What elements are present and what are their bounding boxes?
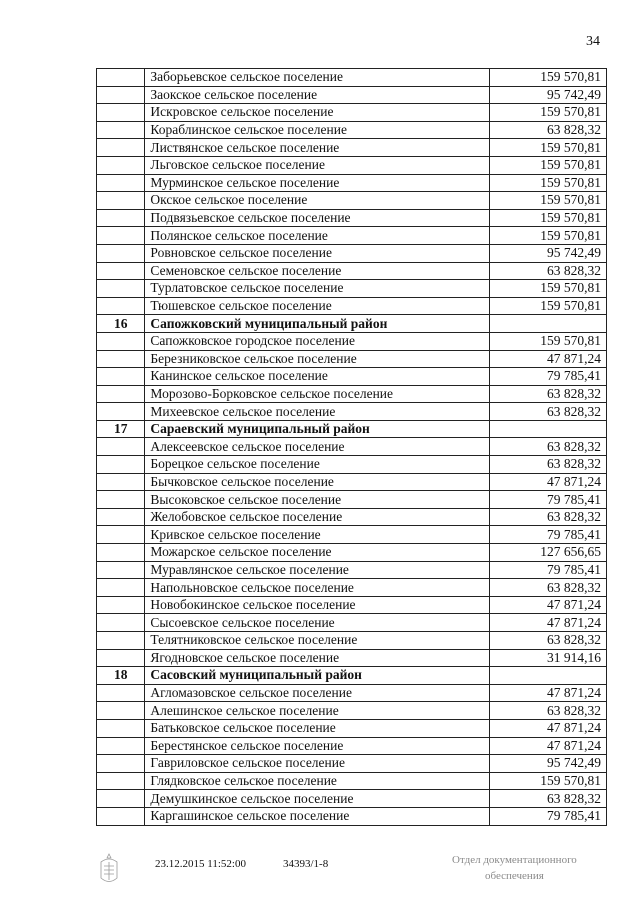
settlement-name: Турлатовское сельское поселение <box>145 280 489 298</box>
allocation-table <box>96 68 607 826</box>
table-row <box>97 69 607 87</box>
allocation-amount <box>489 420 606 438</box>
row-number <box>97 174 145 192</box>
stamp-line-1: Отдел документационного <box>452 854 577 866</box>
allocation-amount: 47 871,24 <box>489 684 606 702</box>
table-row <box>97 790 607 808</box>
row-number <box>97 719 145 737</box>
row-number <box>97 332 145 350</box>
table-row <box>97 579 607 597</box>
settlement-name: Тюшевское сельское поселение <box>145 297 489 315</box>
table-row <box>97 702 607 720</box>
allocation-amount: 159 570,81 <box>489 174 606 192</box>
row-number <box>97 121 145 139</box>
allocation-amount: 79 785,41 <box>489 807 606 825</box>
settlement-name: Борецкое сельское поселение <box>145 456 489 474</box>
table-row <box>97 526 607 544</box>
row-number <box>97 526 145 544</box>
allocation-amount: 47 871,24 <box>489 614 606 632</box>
row-number <box>97 596 145 614</box>
row-number <box>97 632 145 650</box>
row-number: 17 <box>97 420 145 438</box>
settlement-name: Мурминское сельское поселение <box>145 174 489 192</box>
allocation-amount <box>489 667 606 685</box>
allocation-amount: 95 742,49 <box>489 86 606 104</box>
row-number <box>97 280 145 298</box>
table-row <box>97 350 607 368</box>
row-number <box>97 561 145 579</box>
row-number <box>97 807 145 825</box>
allocation-amount: 159 570,81 <box>489 139 606 157</box>
allocation-amount: 79 785,41 <box>489 491 606 509</box>
row-number <box>97 350 145 368</box>
table-row <box>97 262 607 280</box>
row-number: 18 <box>97 667 145 685</box>
table-row <box>97 139 607 157</box>
row-number <box>97 508 145 526</box>
table-body <box>97 69 607 826</box>
district-header-row <box>97 420 607 438</box>
table-row <box>97 755 607 773</box>
allocation-amount: 159 570,81 <box>489 297 606 315</box>
row-number <box>97 790 145 808</box>
table-row <box>97 508 607 526</box>
table-row <box>97 614 607 632</box>
allocation-amount: 159 570,81 <box>489 332 606 350</box>
row-number <box>97 737 145 755</box>
settlement-name: Подвязьевское сельское поселение <box>145 209 489 227</box>
settlement-name: Искровское сельское поселение <box>145 104 489 122</box>
table-row <box>97 174 607 192</box>
table-row <box>97 121 607 139</box>
settlement-name: Глядковское сельское поселение <box>145 772 489 790</box>
table-row <box>97 438 607 456</box>
row-number <box>97 209 145 227</box>
row-number <box>97 86 145 104</box>
row-number <box>97 297 145 315</box>
row-number <box>97 403 145 421</box>
table-row <box>97 156 607 174</box>
settlement-name: Каргашинское сельское поселение <box>145 807 489 825</box>
row-number <box>97 473 145 491</box>
allocation-amount: 63 828,32 <box>489 702 606 720</box>
table-row <box>97 456 607 474</box>
allocation-amount: 159 570,81 <box>489 192 606 210</box>
table-row <box>97 368 607 386</box>
settlement-name: Можарское сельское поселение <box>145 544 489 562</box>
allocation-amount: 79 785,41 <box>489 561 606 579</box>
allocation-amount: 95 742,49 <box>489 244 606 262</box>
settlement-name: Кораблинское сельское поселение <box>145 121 489 139</box>
settlement-name: Канинское сельское поселение <box>145 368 489 386</box>
allocation-amount: 159 570,81 <box>489 280 606 298</box>
table-row <box>97 807 607 825</box>
row-number <box>97 702 145 720</box>
table-row <box>97 491 607 509</box>
settlement-name: Листвянское сельское поселение <box>145 139 489 157</box>
settlement-name: Сапожковское городское поселение <box>145 332 489 350</box>
footer-datetime: 23.12.2015 11:52:00 <box>155 858 246 870</box>
table-row <box>97 385 607 403</box>
allocation-amount: 63 828,32 <box>489 262 606 280</box>
settlement-name: Льговское сельское поселение <box>145 156 489 174</box>
settlement-name: Кривское сельское поселение <box>145 526 489 544</box>
settlement-name: Полянское сельское поселение <box>145 227 489 245</box>
row-number <box>97 755 145 773</box>
settlement-name: Михеевское сельское поселение <box>145 403 489 421</box>
row-number <box>97 69 145 87</box>
row-number <box>97 262 145 280</box>
table-row <box>97 632 607 650</box>
table-row <box>97 473 607 491</box>
allocation-amount: 63 828,32 <box>489 508 606 526</box>
settlement-name: Окское сельское поселение <box>145 192 489 210</box>
table-row <box>97 719 607 737</box>
row-number <box>97 614 145 632</box>
stamp-line-2: обеспечения <box>485 870 544 882</box>
settlement-name: Гавриловское сельское поселение <box>145 755 489 773</box>
row-number <box>97 104 145 122</box>
allocation-amount: 47 871,24 <box>489 473 606 491</box>
settlement-name: Сапожковский муниципальный район <box>145 315 489 333</box>
settlement-name: Алешинское сельское поселение <box>145 702 489 720</box>
row-number <box>97 772 145 790</box>
coat-of-arms-icon <box>95 852 123 886</box>
settlement-name: Берестянское сельское поселение <box>145 737 489 755</box>
settlement-name: Демушкинское сельское поселение <box>145 790 489 808</box>
allocation-amount: 159 570,81 <box>489 209 606 227</box>
table-row <box>97 772 607 790</box>
table-row <box>97 403 607 421</box>
allocation-amount: 63 828,32 <box>489 403 606 421</box>
allocation-amount: 79 785,41 <box>489 526 606 544</box>
allocation-amount: 63 828,32 <box>489 438 606 456</box>
allocation-amount: 63 828,32 <box>489 385 606 403</box>
table-row <box>97 297 607 315</box>
settlement-name: Новобокинское сельское поселение <box>145 596 489 614</box>
allocation-amount: 63 828,32 <box>489 121 606 139</box>
row-number <box>97 684 145 702</box>
settlement-name: Желобовское сельское поселение <box>145 508 489 526</box>
row-number <box>97 192 145 210</box>
table-row <box>97 244 607 262</box>
allocation-amount: 159 570,81 <box>489 772 606 790</box>
allocation-amount: 79 785,41 <box>489 368 606 386</box>
department-stamp <box>452 852 577 884</box>
settlement-name: Высоковское сельское поселение <box>145 491 489 509</box>
row-number <box>97 244 145 262</box>
table-row <box>97 684 607 702</box>
allocation-amount <box>489 315 606 333</box>
row-number <box>97 368 145 386</box>
settlement-name: Заборьевское сельское поселение <box>145 69 489 87</box>
table-row <box>97 192 607 210</box>
table-row <box>97 544 607 562</box>
allocation-amount: 159 570,81 <box>489 227 606 245</box>
allocation-amount: 47 871,24 <box>489 596 606 614</box>
settlement-name: Сысоевское сельское поселение <box>145 614 489 632</box>
settlement-name: Семеновское сельское поселение <box>145 262 489 280</box>
settlement-name: Заокское сельское поселение <box>145 86 489 104</box>
row-number <box>97 385 145 403</box>
settlement-name: Алексеевское сельское поселение <box>145 438 489 456</box>
allocation-amount: 63 828,32 <box>489 632 606 650</box>
row-number <box>97 649 145 667</box>
row-number: 16 <box>97 315 145 333</box>
allocation-amount: 47 871,24 <box>489 719 606 737</box>
district-header-row <box>97 315 607 333</box>
allocation-amount: 63 828,32 <box>489 579 606 597</box>
footer-doc-code: 34393/1-8 <box>283 858 329 870</box>
settlement-name: Ровновское сельское поселение <box>145 244 489 262</box>
page-number: 34 <box>586 34 600 49</box>
allocation-amount: 159 570,81 <box>489 69 606 87</box>
allocation-amount: 127 656,65 <box>489 544 606 562</box>
settlement-name: Сасовский муниципальный район <box>145 667 489 685</box>
settlement-name: Бычковское сельское поселение <box>145 473 489 491</box>
settlement-name: Агломазовское сельское поселение <box>145 684 489 702</box>
allocation-amount: 63 828,32 <box>489 790 606 808</box>
row-number <box>97 438 145 456</box>
row-number <box>97 491 145 509</box>
allocation-amount: 63 828,32 <box>489 456 606 474</box>
allocation-amount: 47 871,24 <box>489 350 606 368</box>
row-number <box>97 227 145 245</box>
row-number <box>97 579 145 597</box>
allocation-amount: 159 570,81 <box>489 104 606 122</box>
row-number <box>97 156 145 174</box>
allocation-amount: 47 871,24 <box>489 737 606 755</box>
table-row <box>97 649 607 667</box>
allocation-amount: 95 742,49 <box>489 755 606 773</box>
allocation-amount: 31 914,16 <box>489 649 606 667</box>
row-number <box>97 456 145 474</box>
allocation-amount: 159 570,81 <box>489 156 606 174</box>
settlement-name: Морозово-Борковское сельское поселение <box>145 385 489 403</box>
settlement-name: Телятниковское сельское поселение <box>145 632 489 650</box>
row-number <box>97 139 145 157</box>
settlement-name: Сараевский муниципальный район <box>145 420 489 438</box>
table-row <box>97 596 607 614</box>
table-row <box>97 737 607 755</box>
settlement-name: Березниковское сельское поселение <box>145 350 489 368</box>
settlement-name: Муравлянское сельское поселение <box>145 561 489 579</box>
row-number <box>97 544 145 562</box>
table-row <box>97 280 607 298</box>
settlement-name: Батьковское сельское поселение <box>145 719 489 737</box>
settlement-name: Ягодновское сельское поселение <box>145 649 489 667</box>
page-footer <box>0 850 640 890</box>
settlement-name: Напольновское сельское поселение <box>145 579 489 597</box>
table-row <box>97 227 607 245</box>
table-row <box>97 209 607 227</box>
table-row <box>97 561 607 579</box>
table-row <box>97 104 607 122</box>
district-header-row <box>97 667 607 685</box>
table-row <box>97 86 607 104</box>
table-row <box>97 332 607 350</box>
